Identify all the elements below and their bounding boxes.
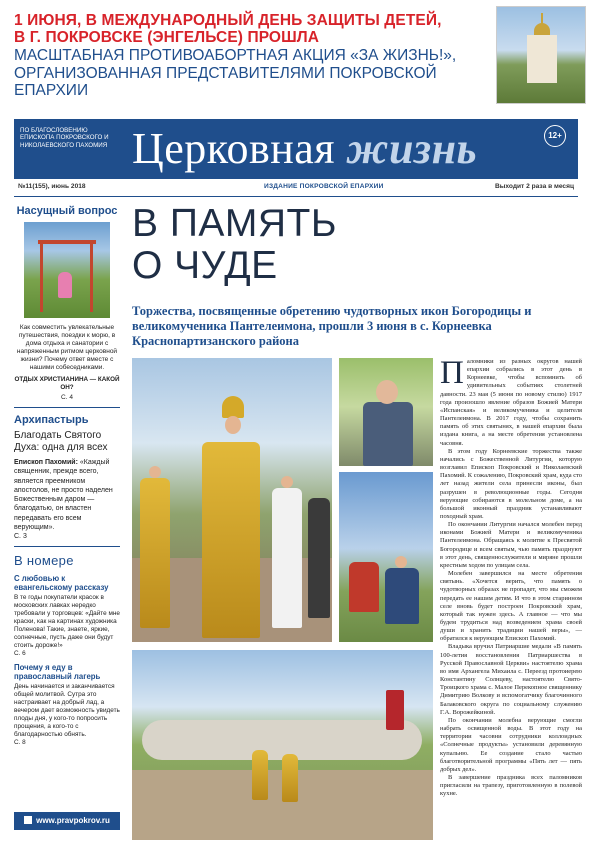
topical-question-heading[interactable]: Насущный вопрос: [16, 205, 118, 217]
clergy-figure: [252, 750, 268, 800]
article-paragraph: В завершение праздника всех паломников пригласили на трапезу, приготовленную в полевой кухне.: [440, 773, 582, 798]
bishop-figure: [202, 442, 260, 638]
banner-line-3: МАСШТАБНАЯ ПРОТИВОАБОРТНАЯ АКЦИЯ «ЗА ЖИЗНЬ!»,: [14, 47, 457, 64]
face-shape: [281, 476, 293, 488]
main-headline: [132, 203, 482, 287]
website-link[interactable]: [14, 812, 120, 830]
archpastor-article-title[interactable]: Благодать Святого Духа: одна для всех: [14, 430, 108, 453]
drop-cap: П: [440, 355, 464, 391]
page-ref: С. 8: [14, 739, 26, 747]
article-paragraph: В этом году Корнеевские торжества также начались с Божественной Литургии, которую возглавил Епископ Покровский и Николаевский Пахомий. К сожалению, Покровский храм, куда сто лет назад жители села принесли иконы, был разрушен в революционные годы. Сегодня верующие собираются в молельном доме, а на большой иконный праздник устанавливают походный храм.: [440, 447, 582, 520]
page-ref: С. 3: [14, 533, 27, 541]
face-shape: [395, 556, 407, 568]
quote-text: «Каждый священник, прежде всего, является преемником апостолов, не просто наделен Божественным даром — благодатью, он властен передавать его всем верующим».: [14, 459, 113, 532]
face-shape: [225, 416, 241, 434]
parishioner-figure: [308, 498, 330, 618]
paragraph-text: аломники из разных округов нашей епархии собрались в этот день в Корнеевке, чтобы вспомнить об удивительных событиях столетней давности. 23 мая (5 июня по новому стилю) 1917 года произошло явление образов Божией Матери «Испанская» и великомученика и целителя Пантелеимона. В 2017 году, чтобы сохранить память об этих святынях, в нашей епархии была издана книга, а на месте обретения установлена часовня.: [440, 358, 582, 447]
headline-line-1: В ПАМЯТЬ: [132, 202, 337, 245]
article-paragraph: По окончании Литургии начался молебен перед иконами Божией Матери и великомученика Пантелеимона. Обращаясь к молитве к Пресвятой Богородице и всем святым, чью память празднуют в этот день, священнослужители и миряне прошли крестным ходом по улицам села.: [440, 521, 582, 569]
altar-server-figure: [272, 488, 302, 628]
swing-leg: [40, 242, 43, 312]
website-url: www.pravpokrov.ru: [36, 816, 110, 825]
archpastor-quote: [14, 458, 120, 532]
masthead: [14, 119, 578, 179]
clergy-figure: [282, 754, 298, 802]
in-issue-item-text: День начинается и заканчивается общей молитвой. Сутра это настраивает на добрый лад, а вечером дает возможность увидеть плоды дня, у кого-то попросить прощения, а кого-то с благодарностью обнять.: [14, 683, 120, 739]
quote-author: Епископ Пахомий:: [14, 459, 78, 466]
title-word-2: жизнь: [346, 124, 478, 173]
publication-frequency: Выходит 2 раза в месяц: [494, 183, 574, 190]
title-word-1: Церковная: [132, 124, 336, 173]
banner-headline[interactable]: [14, 12, 484, 99]
face-shape: [149, 466, 161, 478]
church-photo: [496, 6, 586, 104]
banner-shape: [386, 690, 404, 730]
page-ref: С. 4: [61, 394, 73, 401]
pilgrim-figure: [385, 568, 419, 624]
topical-question-title[interactable]: ОТДЫХ ХРИСТИАНИНА — КАКОЙ ОН?: [14, 376, 120, 391]
headline-line-2: О ЧУДЕ: [132, 244, 278, 287]
crowd-shape: [142, 720, 422, 760]
in-issue-item-title: Почему я еду в православный лагерь: [14, 663, 101, 682]
swing-bar: [38, 240, 96, 244]
publisher-name: ИЗДАНИЕ ПОКРОВСКОЙ ЕПАРХИИ: [264, 183, 384, 190]
newspaper-title[interactable]: [132, 123, 477, 175]
article-lead: Торжества, посвященные обретению чудотворных икон Богородицы и великомученика Пантелеимона, прошли 3 июня в с. Корнеевка Краснопартизанского района: [132, 304, 532, 348]
page-ref: С. 6: [14, 650, 26, 658]
playground-photo: [24, 222, 110, 318]
pilgrims-photo: [339, 472, 433, 642]
globe-icon: [24, 816, 32, 824]
swing-leg: [90, 242, 93, 312]
in-issue-item[interactable]: [14, 574, 120, 657]
procession-photo: [132, 358, 332, 642]
article-paragraph: По окончании молебна верующие смогли набрать освященной воды. В этот году на территории часовни сотрудники коллоидных «Солнечные продукты» установили деревянную купальню. Ее создание стало частью благотворительной программы «Пять лет — пять добрых дел».: [440, 716, 582, 773]
elder-photo: [339, 358, 433, 466]
article-body: [440, 355, 582, 798]
banner-line-4: ОРГАНИЗОВАННАЯ ПРЕДСТАВИТЕЛЯМИ ПОКРОВСКОЙ ЕПАРХИИ: [14, 65, 437, 99]
masthead-subline: [14, 182, 578, 194]
mitre-shape: [222, 396, 244, 418]
pilgrim-figure: [349, 562, 379, 612]
in-issue-item[interactable]: [14, 663, 120, 746]
topical-question-text: Как совместить увлекательные путешествия, поездки к морю, в дома отдыха и санатории с напряженным ритмом церковной жизни? Почему ответ вместе с нашими собеседниками.: [16, 324, 118, 371]
banner-line-1: 1 ИЮНЯ, В МЕЖДУНАРОДНЫЙ ДЕНЬ ЗАЩИТЫ ДЕТЕЙ,: [14, 12, 442, 29]
article-paragraph: Молебен завершился на месте обретения святынь. «Хочется верить, что память о чудотворных образах не пропадет, что мы сможем передать ее нашим детям. И что в этом старинном селе вновь будет построен Покровский храм, который так нужен здесь. А главное — что мы будем трудиться над возведением храма своей души и хранить традиции нашей веры», — обратился к верующим Епископ Пахомий.: [440, 570, 582, 643]
age-rating-badge: 12+: [544, 125, 566, 147]
section-divider: [14, 546, 120, 547]
clergy-figure: [140, 478, 170, 628]
child-figure: [58, 272, 72, 298]
issue-number: №11(155), июнь 2018: [18, 183, 86, 190]
in-issue-heading: В номере: [14, 553, 74, 569]
blessing-text: ПО БЛАГОСЛОВЕНИЮ ЕПИСКОПА ПОКРОВСКОГО И НИКОЛАЕВСКОГО ПАХОМИЯ: [20, 127, 109, 149]
article-paragraph: [440, 355, 582, 448]
archpastor-heading: Архипастырь: [14, 414, 89, 426]
article-paragraph: Владыка вручил Патриаршие медали «В память 100-летия восстановления Патриаршества в Русской Православной Церкви» настоятелю храма во имя Архангела Михаила с. Переезд протоиерею Константину Солнцеву, настоятелю Свято-Троицкого храма с. Малое Перекопное священнику Димитрию Волкову и вспомогатчику благочинного Балаковского округа по социальному служению Г.А. Ворожейкиной.: [440, 643, 582, 716]
in-issue-item-text: В те годы покупатели красок в московских лавках нередко требовали у торговцев: «Дайте мне краски, как на картинах художника Поленова! Такие, знаете, яркие, солнечные, пусть даже они будут стоить дороже!»: [14, 594, 120, 650]
elder-figure: [363, 402, 413, 466]
in-issue-item-title: С любовью к евангельскому рассказу: [14, 574, 109, 593]
face-shape: [376, 380, 398, 404]
section-divider: [14, 407, 120, 408]
top-banner: [0, 0, 592, 108]
banner-line-2: В Г. ПОКРОВСКЕ (ЭНГЕЛЬСЕ) ПРОШЛА: [14, 29, 320, 46]
crowd-procession-photo: [132, 650, 433, 840]
church-building: [527, 35, 557, 83]
masthead-divider: [14, 196, 578, 197]
left-sidebar: [14, 205, 120, 746]
